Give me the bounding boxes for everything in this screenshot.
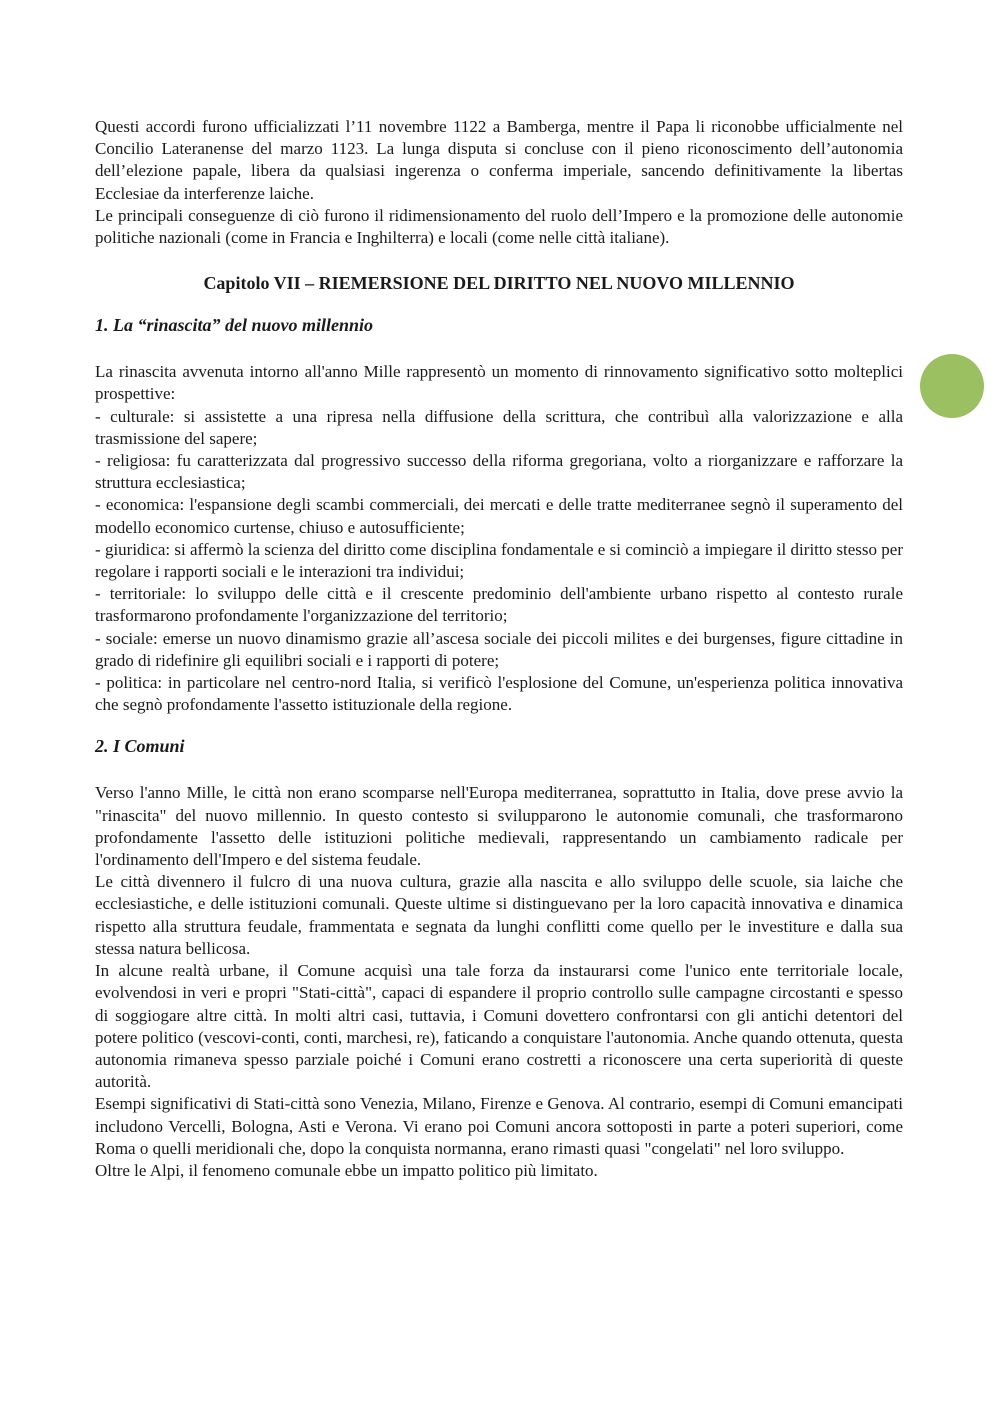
list-item: - territoriale: lo sviluppo delle città e il crescente predominio dell'ambiente urbano rispetto al contesto rurale trasformarono profondamente l'organizzazione del territorio; [95,584,903,626]
list-item: - economica: l'espansione degli scambi commerciali, dei mercati e delle tratte mediterranee segnò il superamento del modello economico curtense, chiuso e autosufficiente; [95,495,903,537]
list-item: - culturale: si assistette a una ripresa nella diffusione della scrittura, che contribuì alla valorizzazione e alla trasmissione del sapere; [95,406,903,448]
list-item: - politica: in particolare nel centro-nord Italia, si verificò l'esplosione del Comune, un'esperienza politica innovativa che segnò profondamente l'assetto istituzionale della regione. [95,673,903,715]
intro-paragraph-1: Questi accordi furono ufficializzati l’11 novembre 1122 a Bamberga, mentre il Papa li riconobbe ufficialmente nel Concilio Lateranense del marzo 1123. La lunga disputa si concluse con il pieno riconoscimento dell’autonomia dell’elezione papale, libera da qualsiasi ingerenza o conferma imperiale, sancendo definitivamente la libertas Ecclesiae da interferenze laiche. [95,117,903,203]
section-1-lead: La rinascita avvenuta intorno all'anno Mille rappresentò un momento di rinnovamento significativo sotto molteplici prospettive: [95,362,903,404]
list-item: - giuridica: si affermò la scienza del diritto come disciplina fondamentale e si cominciò a impiegare il diritto stesso per regolare i rapporti sociali e le interazioni tra individui; [95,539,903,582]
section-2-paragraph: Le città divennero il fulcro di una nuova cultura, grazie alla nascita e allo sviluppo delle scuole, sia laiche che ecclesiastiche, e delle istituzioni comunali. Queste ultime si distinguevano per la loro capacità innovativa e dinamica rispetto alla struttura feudale, frammentata e segnata da lunghi conflitti come quello per le investiture e dalla sua stessa natura bellicosa. [95,872,903,958]
list-item: - religiosa: fu caratterizzata dal progressivo successo della riforma gregoriana, volto a riorganizzare e rafforzare la struttura ecclesiastica; [95,451,903,493]
section-2-paragraph: Oltre le Alpi, il fenomeno comunale ebbe un impatto politico più limitato. [95,1160,598,1180]
section-1-title: 1. La “rinascita” del nuovo millennio [95,315,374,336]
section-2-paragraph: Verso l'anno Mille, le città non erano scomparse nell'Europa mediterranea, soprattutto in Italia, dove prese avvio la "rinascita" del nuovo millennio. In questo contesto si svilupparono le autonomie comunali, che trasformarono profondamente l'assetto delle istituzioni politiche medievali, rappresentando un cambiamento radicale per l'ordinamento dell'Impero e del sistema feudale. [95,783,903,870]
section-2-title: 2. I Comuni [95,736,185,757]
section-2-paragraph: Esempi significativi di Stati-città sono Venezia, Milano, Firenze e Genova. Al contrario, esempi di Comuni emancipati includono Vercelli, Bologna, Asti e Verona. Vi erano poi Comuni ancora sottoposti in parte a poteri superiori, come Roma o quelli meridionali che, dopo la conquista normanna, erano rimasti quasi "congelati" nel loro sviluppo. [95,1094,903,1158]
green-circle-marker [920,354,984,418]
section-2-paragraph: In alcune realtà urbane, il Comune acquisì una tale forza da instaurarsi come l'unico ente territoriale locale, evolvendosi in veri e propri "Stati-città", capaci di espandere il proprio controllo sulle campagne circostanti e spesso di soggiogare altre città. In molti altri casi, tuttavia, i Comuni dovettero confrontarsi con gli antichi detentori del potere politico (vescovi-conti, conti, marchesi, re), faticando a conquistare l'autonomia. Anche quando ottenuta, questa autonomia rimaneva spesso parziale poiché i Comuni erano costretti a riconoscere una certa superiorità di queste autorità. [95,961,903,1092]
intro-paragraph-2: Le principali conseguenze di ciò furono il ridimensionamento del ruolo dell’Impero e la promozione delle autonomie politiche nazionali (come in Francia e Inghilterra) e locali (come nelle città italiane). [95,205,903,248]
chapter-title: Capitolo VII – RIEMERSIONE DEL DIRITTO NEL NUOVO MILLENNIO [203,273,795,294]
document-page [95,116,903,1182]
list-item: - sociale: emerse un nuovo dinamismo grazie all’ascesa sociale dei piccoli milites e dei burgenses, figure cittadine in grado di ridefinire gli equilibri sociali e i rapporti di potere; [95,628,903,670]
